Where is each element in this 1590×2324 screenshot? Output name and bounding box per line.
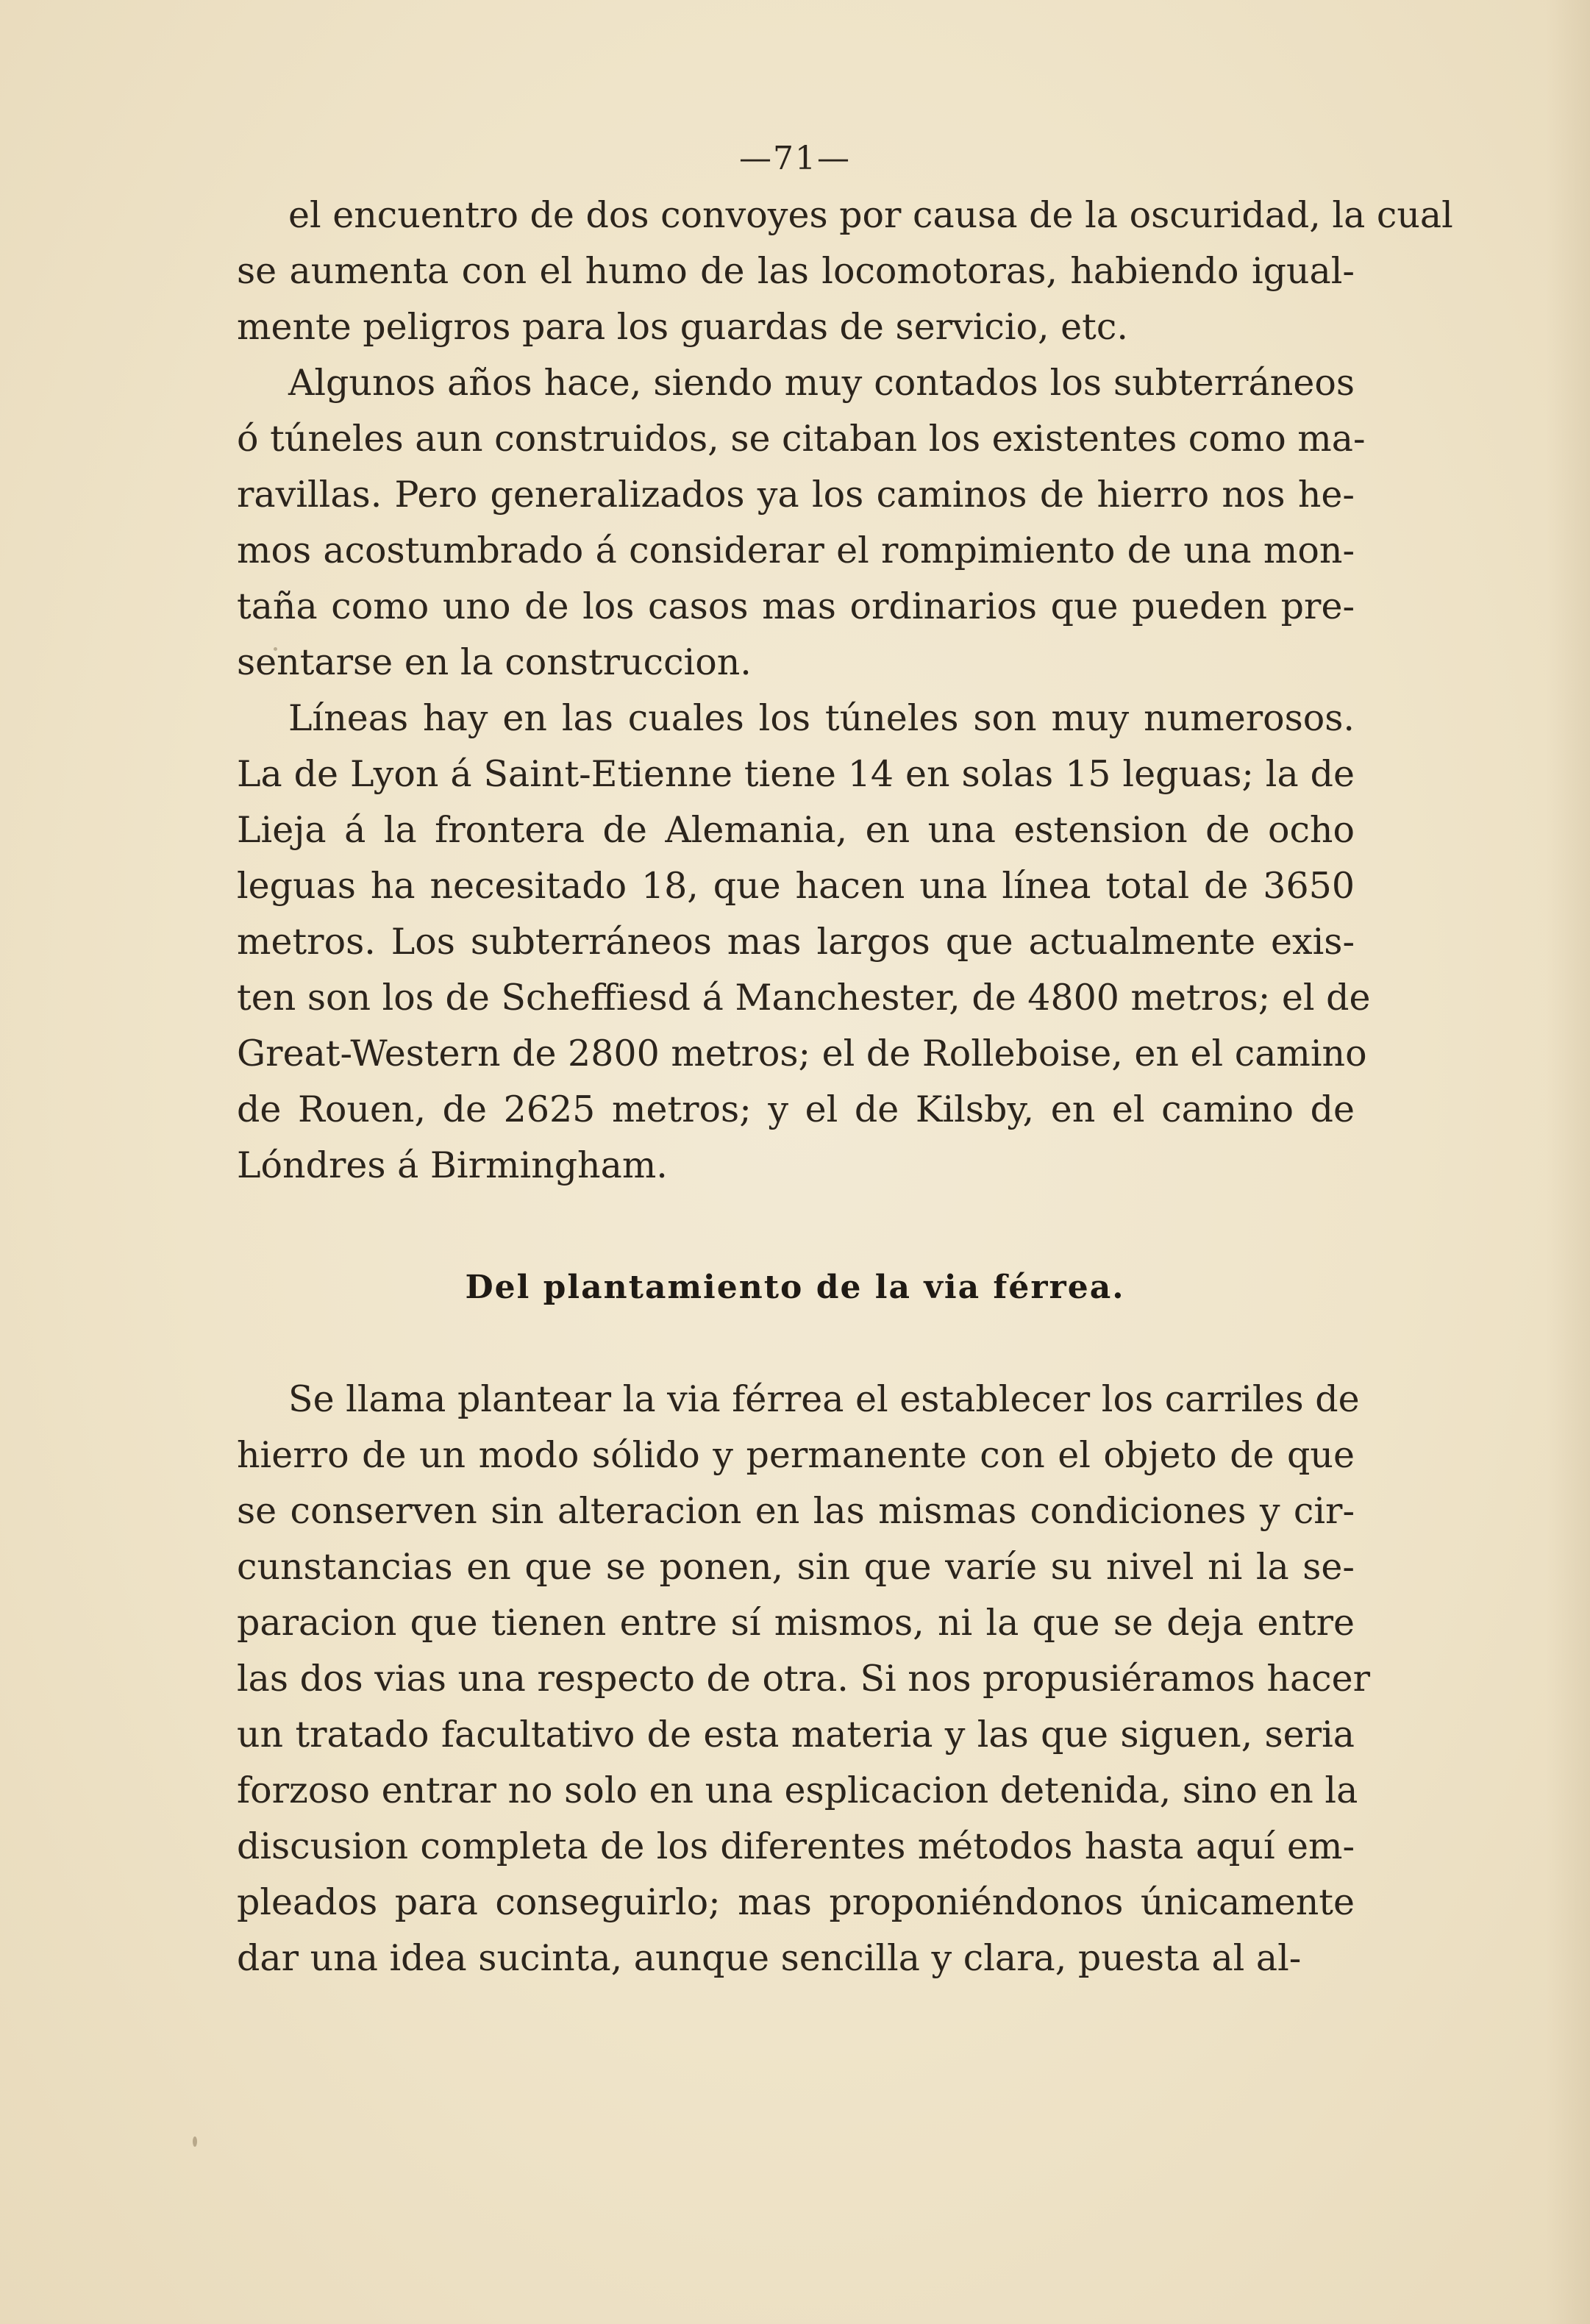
paragraph xyxy=(237,355,1366,691)
text-line: ravillas. Pero generalizados ya los caminos de hierro nos he- xyxy=(237,474,1355,516)
text-line: pleados para conseguirlo; mas proponiéndonos únicamente xyxy=(237,1881,1355,1923)
text-line: cunstancias en que se ponen, sin que varíe su nivel ni la se- xyxy=(237,1546,1355,1588)
text-line: Lieja á la frontera de Alemania, en una estension de ocho xyxy=(237,809,1355,851)
page-number: —71— xyxy=(739,140,851,177)
body-text-top xyxy=(237,188,1453,1194)
body-text-bottom xyxy=(237,1372,1371,1986)
text-line: hierro de un modo sólido y permanente con el objeto de que xyxy=(237,1434,1355,1476)
text-line: mente peligros para los guardas de servicio, etc. xyxy=(237,306,1128,348)
text-line: sentarse en la construccion. xyxy=(237,641,752,683)
text-line: forzoso entrar no solo en una esplicacion detenida, sino en la xyxy=(237,1769,1358,1811)
text-line: ten son los de Scheffiesd á Manchester, de 4800 metros; el de xyxy=(237,977,1371,1019)
text-line: Lóndres á Birmingham. xyxy=(237,1144,668,1186)
text-line: leguas ha necesitado 18, que hacen una línea total de 3650 xyxy=(237,865,1355,907)
text-line: se aumenta con el humo de las locomotoras, habiendo igual- xyxy=(237,250,1355,292)
text-line: discusion completa de los diferentes métodos hasta aquí em- xyxy=(237,1825,1355,1867)
paper-speck xyxy=(193,2136,197,2147)
text-line: La de Lyon á Saint-Etienne tiene 14 en solas 15 leguas; la de xyxy=(237,753,1355,795)
text-line: Great-Western de 2800 metros; el de Rolleboise, en el camino xyxy=(237,1033,1367,1074)
text-line: se conserven sin alteracion en las mismas condiciones y cir- xyxy=(237,1490,1355,1532)
text-line: el encuentro de dos convoyes por causa de la oscuridad, la cual xyxy=(288,194,1453,236)
text-line: mos acostumbrado á considerar el rompimiento de una mon- xyxy=(237,530,1355,571)
text-line: metros. Los subterráneos mas largos que actualmente exis- xyxy=(237,921,1355,963)
text-line: dar una idea sucinta, aunque sencilla y clara, puesta al al- xyxy=(237,1937,1302,1979)
text-line: taña como uno de los casos mas ordinarios que pueden pre- xyxy=(237,585,1355,627)
text-line: Se llama plantear la via férrea el establecer los carriles de xyxy=(288,1378,1360,1420)
paragraph xyxy=(237,1372,1371,1986)
paper-speck xyxy=(274,647,277,651)
text-line: Líneas hay en las cuales los túneles son muy numerosos. xyxy=(288,697,1355,739)
text-line: un tratado facultativo de esta materia y las que siguen, seria xyxy=(237,1714,1355,1756)
text-line: ó túneles aun construidos, se citaban los existentes como ma- xyxy=(237,418,1366,460)
paragraph xyxy=(237,691,1371,1194)
section-heading: Del plantamiento de la via férrea. xyxy=(465,1269,1125,1306)
text-line: paracion que tienen entre sí mismos, ni la que se deja entre xyxy=(237,1602,1355,1644)
text-line: de Rouen, de 2625 metros; y el de Kilsby, en el camino de xyxy=(237,1088,1355,1130)
text-line: las dos vias una respecto de otra. Si nos propusiéramos hacer xyxy=(237,1658,1371,1700)
text-line: Algunos años hace, siendo muy contados los subterráneos xyxy=(288,362,1355,404)
paragraph xyxy=(237,188,1453,355)
page-edge-shadow xyxy=(1546,0,1590,2324)
